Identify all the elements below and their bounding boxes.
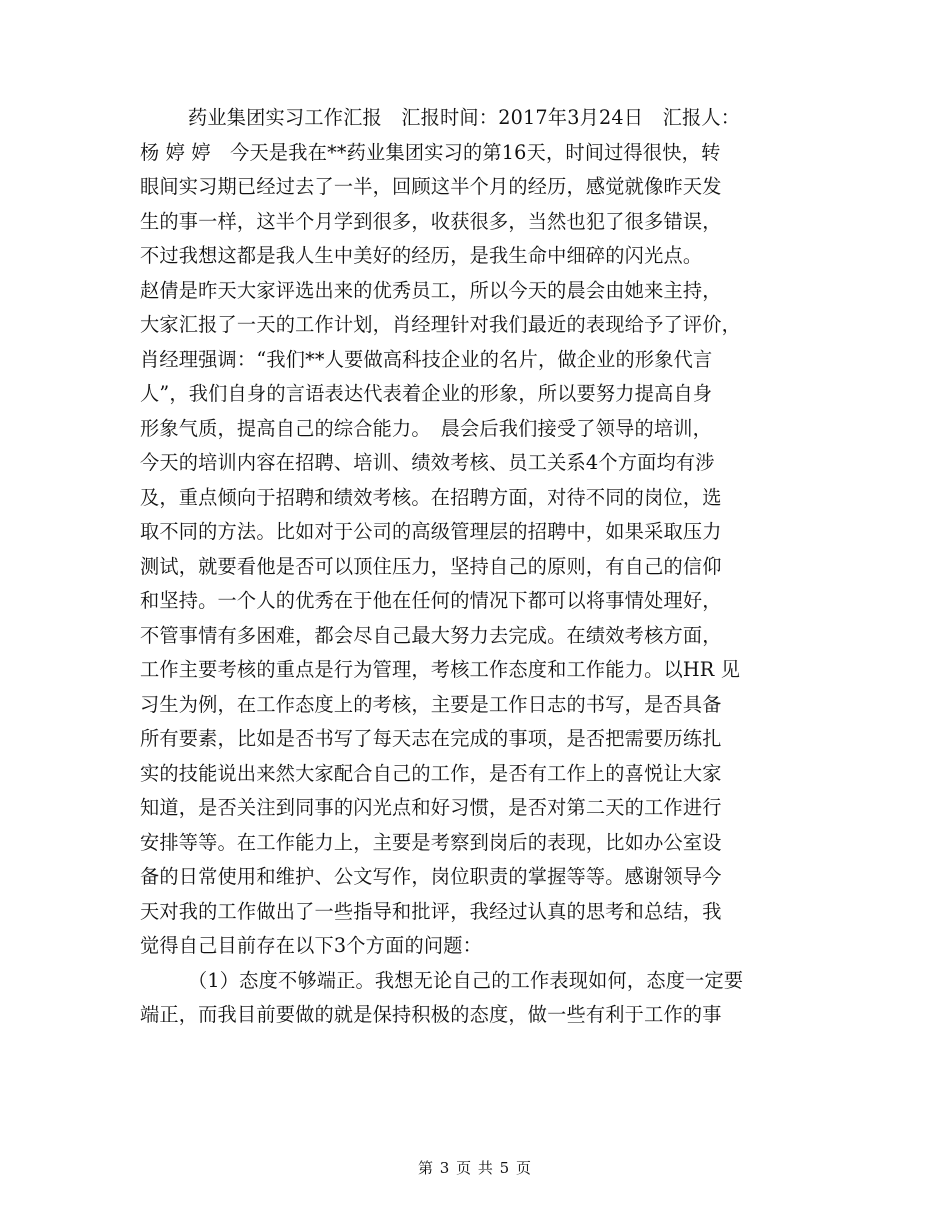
text-line: 生的事一样，这半个月学到很多，收获很多，当然也犯了很多错误， [140,209,722,233]
text-line: 和坚持。一个人的优秀在于他在任何的情况下都可以将事情处理好， [140,589,722,612]
text-line: 不过我想这都是我人生中美好的经历，是我生命中细碎的闪光点。 [140,244,703,267]
text-line: 工作主要考核的重点是行为管理，考核工作态度和工作能力。以HR 见 [140,658,741,681]
text-line: 取不同的方法。比如对于公司的高级管理层的招聘中，如果采取压力 [140,520,722,543]
text-line: 杨 婷 婷 今天是我在**药业集团实习的第16天，时间过得很快，转 [140,140,721,164]
text-line: 眼间实习期已经过去了一半，回顾这半个月的经历，感觉就像昨天发 [140,175,722,198]
text-line: （1）态度不够端正。我想无论自己的工作表现如何，态度一定要 [188,968,744,992]
text-line: 觉得自己目前存在以下3个方面的问题： [140,934,482,957]
text-line: 今天的培训内容在招聘、培训、绩效考核、员工关系4个方面均有涉 [140,451,715,474]
text-line: 习生为例，在工作态度上的考核，主要是工作日志的书写，是否具备 [140,692,722,716]
text-line: 不管事情有多困难，都会尽自己最大努力去完成。在绩效考核方面， [140,623,722,647]
text-line: 赵倩是昨天大家评选出来的优秀员工，所以今天的晨会由她来主持， [140,278,722,302]
text-line: 实的技能说出来然大家配合自己的工作，是否有工作上的喜悦让大家 [140,761,722,785]
document-body [140,101,810,1033]
text-line: 安排等等。在工作能力上，主要是考察到岗后的表现，比如办公室设 [140,830,722,854]
text-line: 药业集团实习工作汇报 汇报时间：2017年3月24日 汇报人： [188,106,741,129]
text-line: 形象气质，提高自己的综合能力。 晨会后我们接受了领导的培训， [140,416,713,440]
text-line: 知道，是否关注到同事的闪光点和好习惯，是否对第二天的工作进行 [140,796,722,819]
text-line: 备的日常使用和维护、公文写作，岗位职责的掌握等等。感谢领导今 [140,865,722,888]
text-line: 所有要素，比如是否书写了每天志在完成的事项，是否把需要历练扎 [140,727,722,750]
text-line: 天对我的工作做出了一些指导和批评，我经过认真的思考和总结，我 [140,899,722,923]
text-line: 人”，我们自身的言语表达代表着企业的形象，所以要努力提高自身 [140,382,713,405]
text-line: 肖经理强调：“我们**人要做高科技企业的名片，做企业的形象代言 [140,347,713,371]
text-line: 及，重点倾向于招聘和绩效考核。在招聘方面，对待不同的岗位，选 [140,485,722,509]
text-line: 大家汇报了一天的工作计划，肖经理针对我们最近的表现给予了评价， [140,313,742,336]
text-line: 测试，就要看他是否可以顶住压力，坚持自己的原则，有自己的信仰 [140,554,722,578]
text-line: 端正，而我目前要做的就是保持积极的态度，做一些有利于工作的事 [140,1003,722,1026]
page-number-footer: 第 3 页 共 5 页 [418,1159,532,1177]
